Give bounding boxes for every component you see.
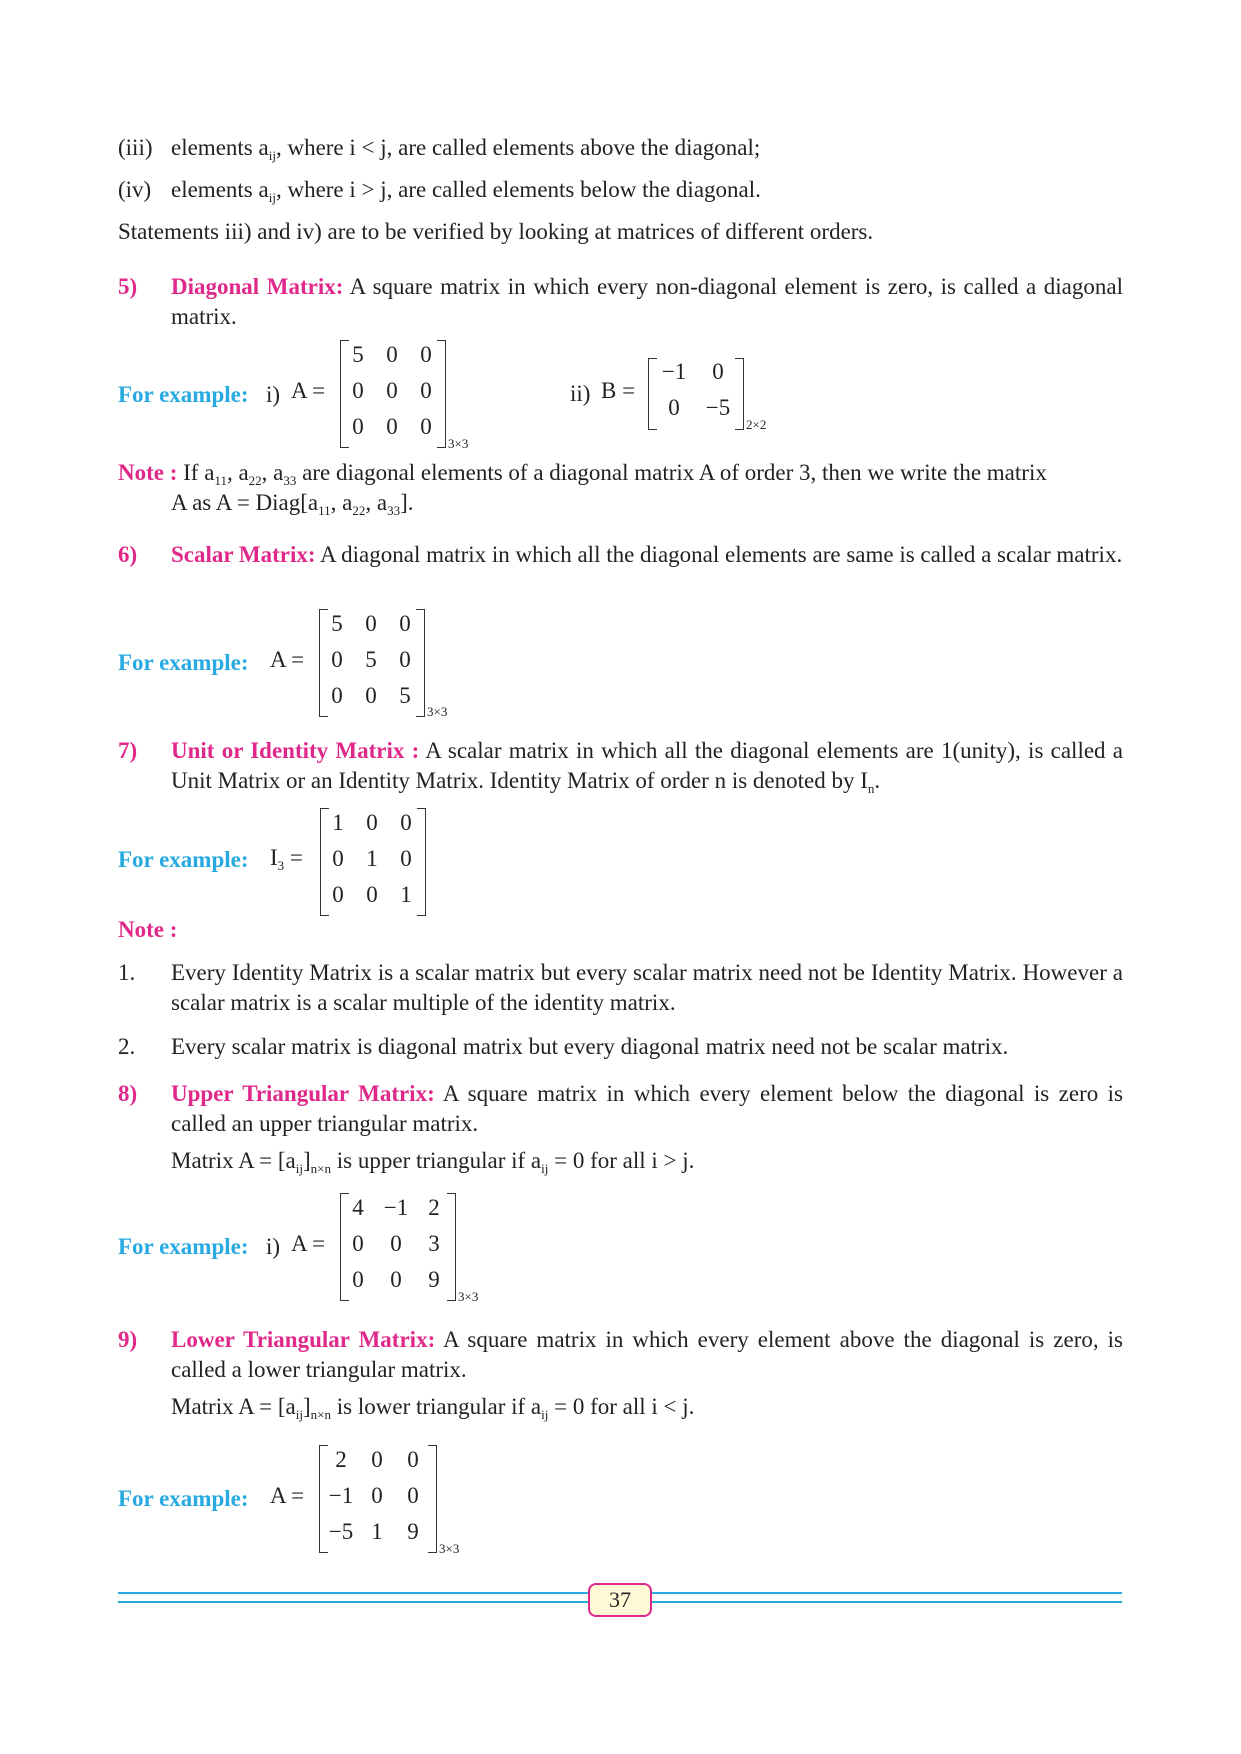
matrix-cell: 0 [386, 378, 398, 403]
section-8-number: 8) [118, 1081, 138, 1106]
section-7-note-label: Note : [118, 917, 178, 942]
section-8-heading: Upper Triangular Matrix: [171, 1081, 435, 1106]
matrix-cell: 0 [386, 414, 398, 439]
matrix-cell: 0 [668, 395, 680, 420]
section-6-lhs: A = [270, 647, 305, 672]
matrix-cell: 0 [366, 810, 378, 835]
section-9-definition: Matrix $A = [a_{ij}]_{n\times n}$ is lower triangular if $a_{ij} = 0$ for all i < j. [171, 1394, 695, 1422]
matrix-cell: 0 [386, 342, 398, 367]
note-2-text: Every scalar matrix is diagonal matrix but every diagonal matrix need not be scalar matrix. [171, 1034, 1009, 1059]
section-9-number: 9) [118, 1327, 138, 1352]
section-7-heading: Unit or Identity Matrix : [171, 738, 420, 763]
section-5-ex1-lhs: A = [291, 378, 326, 403]
matrix-cell: 9 [428, 1267, 440, 1292]
matrix-cell: −1 [661, 359, 687, 384]
section-9-lhs: A = [270, 1483, 305, 1508]
matrix-cell: 0 [390, 1231, 402, 1256]
matrix-cell: 0 [332, 846, 344, 871]
section-8-matrix-order: 3×3 [458, 1289, 479, 1304]
section-8-matrix [340, 1193, 456, 1302]
section-9-example-label: For example: [118, 1486, 249, 1511]
item-iv [118, 175, 151, 205]
section-5-note: Note : If $a_{11}$, $a_{22}$, $a_{33}$ are diagonal elements of a diagonal matrix A of order 3, then we write the matrix [118, 460, 1047, 488]
item-iv-text: elements $a_{ij}$, where i > j, are called elements below the diagonal. [171, 177, 761, 205]
matrix-cell: 5 [365, 647, 377, 672]
matrix-cell: 0 [331, 683, 343, 708]
section-5-ex2-lhs: B = [601, 378, 636, 403]
section-5-matrix-a-order: 3×3 [448, 436, 469, 451]
matrix-cell: −5 [705, 395, 731, 420]
note-1-number: 1. [118, 960, 136, 985]
matrix-cell: 0 [332, 882, 344, 907]
matrix-cell: 0 [712, 359, 724, 384]
section-6-heading: Scalar Matrix: [171, 542, 316, 567]
section-6-matrix [319, 609, 425, 718]
matrix-cell: 0 [420, 342, 432, 367]
section-6-example-label: For example: [118, 650, 249, 675]
matrix-cell: 0 [420, 414, 432, 439]
section-5-paragraph: Diagonal Matrix: A square matrix in which every non-diagonal element is zero, is called a diagonal matrix. [171, 274, 1123, 329]
section-8-example-label: For example: [118, 1234, 249, 1259]
matrix-cell: 0 [352, 1267, 364, 1292]
matrix-cell: 0 [400, 846, 412, 871]
section-9-matrix [319, 1445, 437, 1554]
matrix-cell: 0 [366, 882, 378, 907]
section-5-matrix-b [648, 358, 744, 432]
matrix-cell: 0 [371, 1447, 383, 1472]
matrix-cell: 0 [390, 1267, 402, 1292]
section-6-number: 6) [118, 542, 138, 567]
section-9-paragraph: Lower Triangular Matrix: A square matrix in which every element above the diagonal is zero, is called a lower triangular matrix. [171, 1327, 1123, 1382]
item-iii [118, 133, 153, 163]
matrix-cell: 2 [428, 1195, 440, 1220]
note-label: Note : [118, 460, 178, 485]
matrix-cell: 5 [399, 683, 411, 708]
section-8-definition: Matrix $A = [a_{ij}]_{n\times n}$ is upper triangular if $a_{ij} = 0$ for all i > j. [171, 1148, 695, 1176]
matrix-cell: 5 [331, 611, 343, 636]
section-7-example-label: For example: [118, 847, 249, 872]
section-6-paragraph: Scalar Matrix: A diagonal matrix in which all the diagonal elements are same is called a scalar matrix. [171, 542, 1123, 567]
matrix-cell: −1 [383, 1195, 409, 1220]
matrix-cell: 0 [352, 1231, 364, 1256]
matrix-cell: 9 [407, 1519, 419, 1544]
section-5-ex1-prefix: i) [266, 382, 281, 407]
section-7-lhs: $I_3$ = [270, 845, 303, 873]
matrix-cell: 2 [335, 1447, 347, 1472]
section-5-matrix-a [340, 340, 446, 449]
matrix-cell: 0 [407, 1447, 419, 1472]
section-8-lhs: A = [291, 1231, 326, 1256]
matrix-cell: 1 [400, 882, 412, 907]
note-1-text: Every Identity Matrix is a scalar matrix but every scalar matrix need not be Identity Matrix. However a scalar matrix is a scalar multiple of the identity matrix. [171, 960, 1123, 1015]
matrix-cell: −5 [328, 1519, 354, 1544]
matrix-cell: 5 [352, 342, 364, 367]
matrix-cell: 0 [331, 647, 343, 672]
matrix-cell: 0 [365, 611, 377, 636]
matrix-cell: 1 [366, 846, 378, 871]
matrix-cell: 1 [371, 1519, 383, 1544]
section-7-paragraph: Unit or Identity Matrix : A scalar matrix in which all the diagonal elements are 1(unity), is called a Unit Matrix or an Identity Matrix. Identity Matrix of order n is denoted by $I_n$. [171, 738, 1123, 796]
section-7-matrix [320, 808, 426, 917]
statement-text: Statements iii) and iv) are to be verified by looking at matrices of different orders. [118, 219, 874, 244]
matrix-cell: 0 [365, 683, 377, 708]
matrix-cell: −1 [328, 1483, 354, 1508]
matrix-cell: 1 [332, 810, 344, 835]
section-5-ex2-prefix: ii) [570, 381, 591, 406]
item-iv-number: (iv) [118, 177, 152, 202]
matrix-cell: 0 [399, 611, 411, 636]
section-8-paragraph: Upper Triangular Matrix: A square matrix in which every element below the diagonal is zero is called an upper triangular matrix. [171, 1081, 1123, 1136]
section-6-matrix-order: 3×3 [427, 704, 448, 719]
section-5-example-label: For example: [118, 382, 249, 407]
matrix-cell: 0 [420, 378, 432, 403]
matrix-cell: 0 [400, 810, 412, 835]
matrix-cell: 0 [352, 378, 364, 403]
section-5-note-line2: A as $A = Diag[a_{11}$, $a_{22}$, $a_{33}$]. [171, 490, 414, 518]
section-5-matrix-b-order: 2×2 [746, 417, 767, 432]
section-9-matrix-order: 3×3 [439, 1541, 460, 1556]
section-7-number: 7) [118, 738, 138, 763]
item-iii-number: (iii) [118, 135, 153, 160]
page-number: 37 [588, 1583, 652, 1617]
matrix-cell: 4 [352, 1195, 364, 1220]
matrix-cell: 0 [399, 647, 411, 672]
section-5-heading: Diagonal Matrix: [171, 274, 344, 299]
matrix-cell: 3 [428, 1231, 440, 1256]
section-9-heading: Lower Triangular Matrix: [171, 1327, 436, 1352]
matrix-cell: 0 [352, 414, 364, 439]
section-8-ex-prefix: i) [266, 1234, 281, 1259]
item-iii-text: elements $a_{ij}$, where i < j, are called elements above the diagonal; [171, 135, 761, 163]
matrix-cell: 0 [407, 1483, 419, 1508]
note-2-number: 2. [118, 1034, 136, 1059]
section-5-number: 5) [118, 274, 138, 299]
matrix-cell: 0 [371, 1483, 383, 1508]
